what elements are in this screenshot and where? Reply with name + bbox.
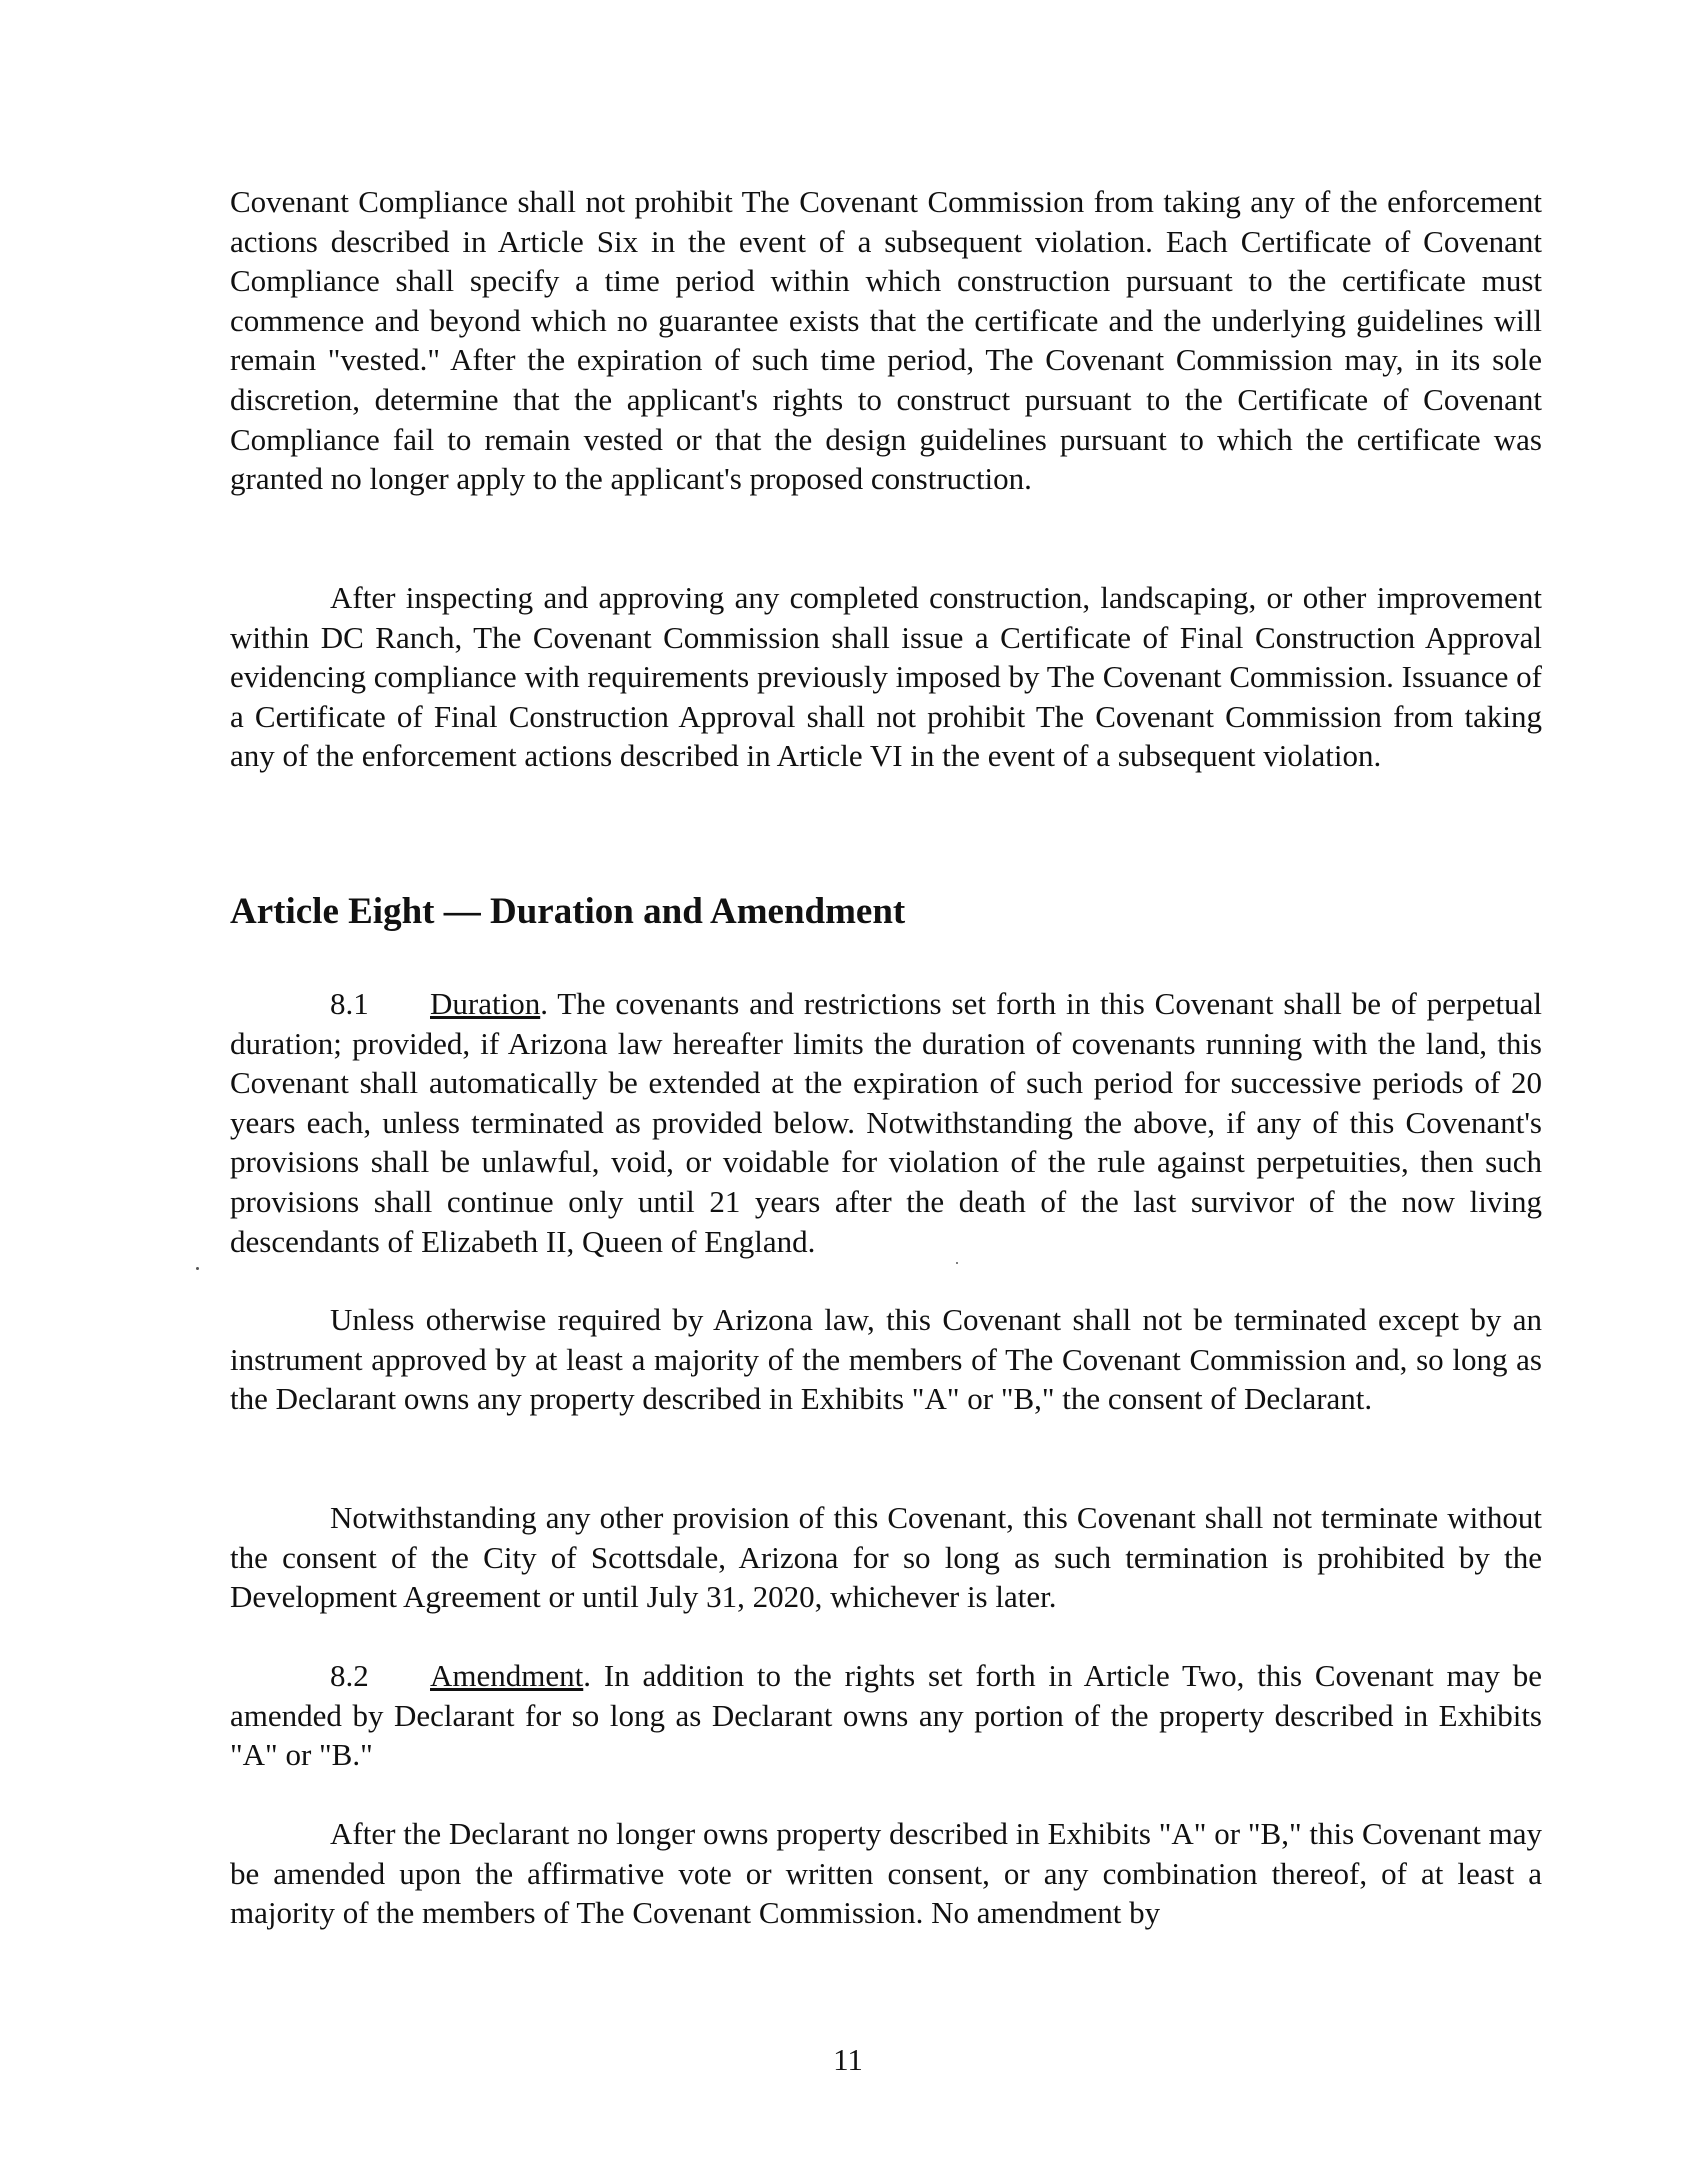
section-8-2-title: Amendment: [430, 1658, 584, 1693]
scan-speck: [196, 1267, 199, 1270]
section-8-1-duration: [230, 984, 1542, 1261]
section-8-2-amendment: [230, 1656, 1542, 1775]
paragraph-certificate-compliance: Covenant Compliance shall not prohibit The Covenant Commission from taking any of the enforcement actions described in Article Six in the event of a subsequent violation. Each Certificate of Covenant Compliance shall specify a time period within which construction pursuant to the certificate must commence and beyond which no guarantee exists that the certificate and the underlying guidelines will remain "vested." After the expiration of such time period, The Covenant Commission may, in its sole discretion, determine that the applicant's rights to construct pursuant to the Certificate of Covenant Compliance fail to remain vested or that the design guidelines pursuant to which the certificate was granted no longer apply to the applicant's proposed construction.: [230, 184, 1542, 497]
section-8-2-body: . In addition to the rights set forth in Article Two, this Covenant may be amended by Declarant for so long as Declarant owns any portion of the property described in Exhibits "A" or "B.": [230, 1658, 1542, 1773]
paragraph-scottsdale-consent: Notwithstanding any other provision of this Covenant, this Covenant shall not terminate without the consent of the City of Scottsdale, Arizona for so long as such termination is prohibited by the Development Agreement or until July 31, 2020, whichever is later.: [230, 1500, 1542, 1615]
page-number: 11: [833, 2042, 863, 2077]
section-8-2-number: 8.2: [330, 1658, 369, 1693]
section-8-1-body: . The covenants and restrictions set forth in this Covenant shall be of perpetual duration; provided, if Arizona law hereafter limits the duration of covenants running with the land, this Covenant shall automatically be extended at the expiration of such period for successive periods of 20 years each, unless terminated as provided below. Notwithstanding the above, if any of this Covenant's provisions shall be unlawful, void, or voidable for violation of the rule against perpetuities, then such provisions shall continue only until 21 years after the death of the last survivor of the now living descendants of Elizabeth II, Queen of England.: [230, 986, 1542, 1259]
paragraph-termination: Unless otherwise required by Arizona law, this Covenant shall not be terminated except by an instrument approved by at least a majority of the members of The Covenant Commission and, so long as the Declarant owns any property described in Exhibits "A" or "B," the consent of Declarant.: [230, 1302, 1542, 1417]
scan-speck: [956, 1262, 958, 1264]
section-8-1-title: Duration: [430, 986, 541, 1021]
section-8-1-number: 8.1: [330, 986, 369, 1021]
paragraph-amendment-vote: After the Declarant no longer owns property described in Exhibits "A" or "B," this Covenant may be amended upon the affirmative vote or written consent, or any combination thereof, of at least a majority of the members of The Covenant Commission. No amendment by: [230, 1816, 1542, 1931]
article-eight-heading: Article Eight — Duration and Amendment: [230, 891, 906, 932]
paragraph-final-construction-approval: After inspecting and approving any completed construction, landscaping, or other improvement within DC Ranch, The Covenant Commission shall issue a Certificate of Final Construction Approval evidencing compliance with requirements previously imposed by The Covenant Commission. Issuance of a Certificate of Final Construction Approval shall not prohibit The Covenant Commission from taking any of the enforcement actions described in Article VI in the event of a subsequent violation.: [230, 580, 1542, 774]
